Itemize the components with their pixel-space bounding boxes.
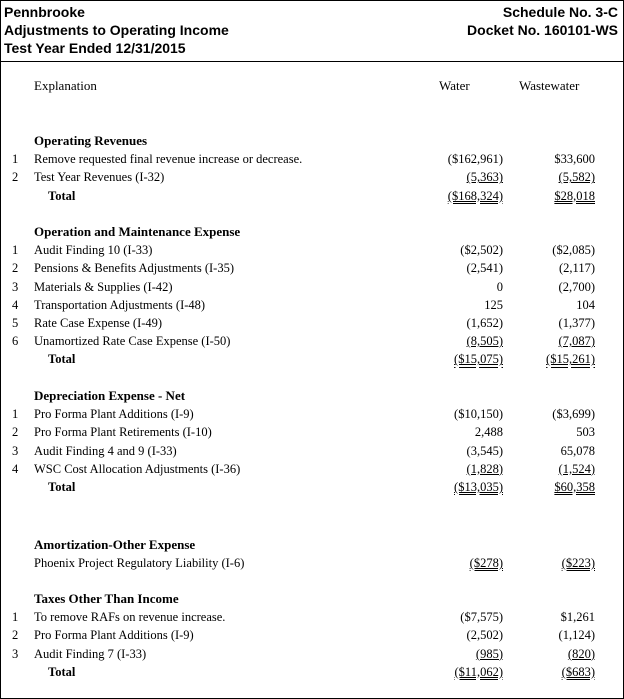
schedule-subtitle: Adjustments to Operating Income [4, 22, 229, 38]
line-number: 4 [12, 297, 19, 312]
column-header-wastewater: Wastewater [519, 78, 580, 93]
test-year-period: Test Year Ended 12/31/2015 [4, 40, 186, 56]
line-description: Pensions & Benefits Adjustments (I-35) [34, 261, 234, 276]
line-item-row [1, 296, 623, 314]
wastewater-amount: (5,582) [558, 170, 595, 185]
schedule-number: Schedule No. 3-C [502, 4, 618, 20]
water-amount: 2,488 [474, 425, 503, 440]
line-item-row [1, 645, 623, 663]
section-total-row [1, 187, 623, 205]
docket-number: Docket No. 160101-WS [467, 22, 618, 38]
line-description: Pro Forma Plant Retirements (I-10) [34, 425, 212, 440]
line-number: 1 [12, 243, 19, 258]
line-item-row [1, 259, 623, 277]
line-item-row [1, 460, 623, 478]
water-amount: (5,363) [466, 170, 503, 185]
line-item-row [1, 332, 623, 350]
line-description: Transportation Adjustments (I-48) [34, 297, 206, 312]
line-description: Phoenix Project Regulatory Liability (I-6) [34, 556, 245, 571]
line-number: 1 [12, 407, 19, 422]
wastewater-amount: ($3,699) [552, 407, 595, 422]
section-total-row [1, 478, 623, 496]
section-title-row [1, 132, 623, 150]
line-description: Audit Finding 4 and 9 (I-33) [34, 443, 177, 458]
section-title-row [1, 223, 623, 241]
section-title: Taxes Other Than Income [34, 591, 179, 606]
water-amount: 125 [484, 297, 503, 312]
line-description: Pro Forma Plant Additions (I-9) [34, 407, 194, 422]
wastewater-amount: ($2,085) [552, 243, 595, 258]
wastewater-amount: (1,524) [558, 461, 595, 476]
water-amount: ($10,150) [454, 407, 503, 422]
line-item-row [1, 626, 623, 644]
line-item-row [1, 314, 623, 332]
water-total: ($168,324) [447, 188, 503, 203]
line-number: 1 [12, 610, 19, 625]
line-description: To remove RAFs on revenue increase. [34, 610, 226, 625]
line-number: 3 [12, 279, 19, 294]
water-amount: 0 [496, 279, 503, 294]
line-number: 5 [12, 316, 19, 330]
line-item-row [1, 554, 623, 572]
line-item-row [1, 168, 623, 186]
wastewater-total: ($15,261) [546, 352, 595, 367]
wastewater-total: $60,358 [554, 480, 595, 494]
line-description: Rate Case Expense (I-49) [34, 316, 163, 330]
total-label: Total [48, 480, 76, 494]
section-title-row [1, 590, 623, 608]
column-header-explanation: Explanation [34, 78, 97, 93]
line-item-row [1, 405, 623, 423]
water-amount: (8,505) [466, 334, 503, 349]
water-amount: (1,652) [466, 316, 503, 330]
section-title-row [1, 387, 623, 405]
line-description: Audit Finding 7 (I-33) [34, 646, 147, 661]
line-number: 3 [12, 443, 19, 458]
line-description: WSC Cost Allocation Adjustments (I-36) [34, 461, 241, 476]
wastewater-amount: (1,377) [558, 316, 595, 330]
line-item-row [1, 423, 623, 441]
line-item-row [1, 150, 623, 168]
line-description: Audit Finding 10 (I-33) [34, 243, 153, 258]
wastewater-amount: (820) [567, 646, 595, 661]
water-amount: (2,502) [466, 628, 503, 643]
line-number: 6 [12, 334, 19, 349]
line-description: Unamortized Rate Case Expense (I-50) [34, 334, 231, 349]
total-label: Total [48, 188, 76, 203]
line-number: 1 [12, 152, 19, 167]
wastewater-total: ($683) [561, 664, 595, 679]
company-name: Pennbrooke [4, 4, 85, 20]
water-total: ($11,062) [454, 664, 503, 679]
line-description: Test Year Revenues (I-32) [34, 170, 165, 185]
section-title: Operating Revenues [34, 133, 148, 148]
wastewater-amount: (2,117) [559, 261, 595, 276]
water-amount: (2,541) [466, 261, 503, 276]
line-description: Remove requested final revenue increase or decrease. [34, 152, 303, 167]
wastewater-amount: ($223) [561, 556, 595, 571]
water-total: ($15,075) [454, 352, 503, 367]
section-title: Depreciation Expense - Net [34, 388, 186, 403]
wastewater-amount: (1,124) [558, 628, 595, 643]
line-item-row [1, 442, 623, 460]
line-description: Pro Forma Plant Additions (I-9) [34, 628, 194, 643]
line-number: 2 [12, 170, 19, 185]
water-amount: ($7,575) [460, 610, 503, 625]
line-item-row [1, 608, 623, 626]
line-number: 2 [12, 261, 19, 276]
section-title: Operation and Maintenance Expense [34, 224, 241, 239]
line-number: 2 [12, 425, 19, 440]
wastewater-amount: $33,600 [554, 152, 595, 167]
wastewater-amount: 104 [576, 297, 595, 312]
section-total-row [1, 350, 623, 368]
water-amount: ($162,961) [447, 152, 503, 167]
water-amount: (3,545) [466, 443, 503, 458]
wastewater-total: $28,018 [554, 188, 595, 203]
line-description: Materials & Supplies (I-42) [34, 279, 173, 294]
line-number: 2 [12, 628, 19, 643]
wastewater-amount: 65,078 [560, 443, 595, 458]
line-item-row [1, 278, 623, 296]
water-amount: (1,828) [466, 461, 503, 476]
total-label: Total [48, 352, 76, 367]
line-number: 3 [12, 646, 19, 661]
adjustments-table [1, 1, 623, 698]
water-total: ($13,035) [454, 480, 503, 494]
wastewater-amount: $1,261 [560, 610, 595, 625]
total-label: Total [48, 664, 76, 679]
column-header-water: Water [439, 78, 470, 93]
section-title-row [1, 536, 623, 554]
wastewater-amount: 503 [576, 425, 595, 440]
section-total-row [1, 663, 623, 681]
section-title: Amortization-Other Expense [34, 537, 196, 552]
line-item-row [1, 241, 623, 259]
line-number: 4 [12, 461, 19, 476]
water-amount: ($2,502) [460, 243, 503, 258]
water-amount: ($278) [469, 556, 503, 571]
water-amount: (985) [475, 646, 503, 661]
wastewater-amount: (2,700) [558, 279, 595, 294]
wastewater-amount: (7,087) [558, 334, 595, 349]
